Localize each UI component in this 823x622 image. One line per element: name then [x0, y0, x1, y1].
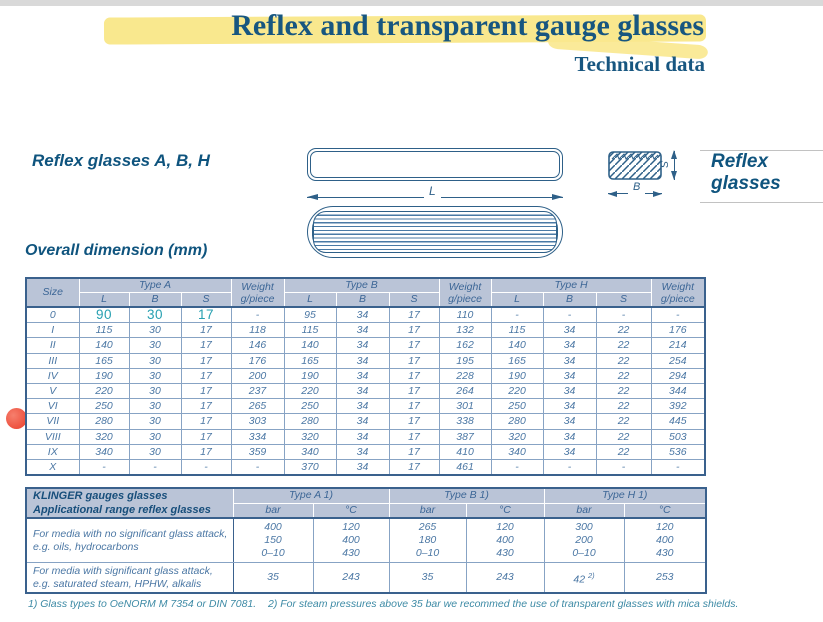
cell: 35 — [389, 563, 466, 594]
cell: 22 — [596, 383, 651, 398]
application-label: For media with no significant glass attack, e.g. oils, hydrocarbons — [26, 518, 233, 563]
cell: 250 — [284, 399, 336, 414]
cell: 195 — [439, 353, 491, 368]
col-header-b: B — [129, 293, 181, 308]
red-marker-dot — [6, 408, 27, 429]
cell: 17 — [181, 323, 231, 338]
type-h-app-header: Type H 1) — [544, 488, 706, 503]
cell: 110 — [439, 307, 491, 323]
cell: 22 — [596, 323, 651, 338]
arrow-left-icon — [307, 194, 318, 200]
col-header-l: L — [491, 293, 543, 308]
cell: 536 — [651, 444, 705, 459]
cell: 300 200 0–10 — [544, 518, 624, 563]
cell: 34 — [336, 444, 389, 459]
cell: IV — [26, 368, 79, 383]
arrow-right-icon — [552, 194, 563, 200]
cell: 34 — [543, 338, 596, 353]
application-range-table — [25, 487, 707, 594]
cell: 17 — [389, 429, 439, 444]
dimension-table — [25, 277, 706, 476]
cell: 338 — [439, 414, 491, 429]
cell: 17 — [181, 383, 231, 398]
cell: 140 — [284, 338, 336, 353]
cell: - — [543, 459, 596, 475]
cell: 303 — [231, 414, 284, 429]
type-a-app-header: Type A 1) — [233, 488, 389, 503]
cell: 30 — [129, 414, 181, 429]
thickness-dimension-label: S — [657, 160, 670, 168]
cell: 243 — [313, 563, 389, 594]
cell: 250 — [491, 399, 543, 414]
cell: - — [231, 307, 284, 323]
cell: 22 — [596, 399, 651, 414]
cell: 265 — [231, 399, 284, 414]
cell: 220 — [284, 383, 336, 398]
cell: 118 — [231, 323, 284, 338]
type-a-group-header: Type A — [79, 278, 231, 293]
unit-bar-header: bar — [389, 503, 466, 518]
cell: - — [596, 307, 651, 323]
cell: 34 — [336, 399, 389, 414]
table-row — [26, 429, 705, 444]
type-h-group-header: Type H — [491, 278, 651, 293]
cell: 237 — [231, 383, 284, 398]
glass-cross-section — [608, 151, 662, 180]
application-table-title: KLINGER gauges glasses Applicational range reflex glasses — [26, 488, 233, 518]
cell: 280 — [284, 414, 336, 429]
unit-celsius-header: °C — [624, 503, 706, 518]
reflex-grooves — [313, 211, 557, 253]
cell: 503 — [651, 429, 705, 444]
weight-b-header: Weight g/piece — [439, 278, 491, 307]
gauge-glass-top-view — [307, 206, 563, 258]
sidebar-rule-bottom — [700, 202, 823, 203]
cell: 410 — [439, 444, 491, 459]
cell: 22 — [596, 429, 651, 444]
application-table-body — [26, 518, 706, 593]
arrow-left-icon — [608, 191, 617, 197]
glasses-types-label: Reflex glasses A, B, H — [32, 151, 210, 170]
cell: 17 — [389, 399, 439, 414]
cell: 34 — [336, 368, 389, 383]
cell: 17 — [389, 414, 439, 429]
cell: 17 — [389, 323, 439, 338]
table-row — [26, 414, 705, 429]
arrow-right-icon — [653, 191, 662, 197]
unit-bar-header: bar — [544, 503, 624, 518]
table-row — [26, 338, 705, 353]
cell: 34 — [543, 368, 596, 383]
cell: 294 — [651, 368, 705, 383]
overall-dimension-label: Overall dimension (mm) — [25, 242, 208, 259]
cell: 30 — [129, 383, 181, 398]
cell: 190 — [79, 368, 129, 383]
top-gray-strip — [0, 0, 823, 6]
cell: V — [26, 383, 79, 398]
cell: 387 — [439, 429, 491, 444]
cell: 34 — [543, 353, 596, 368]
cell: 34 — [543, 323, 596, 338]
cell: 17 — [389, 338, 439, 353]
cell: 190 — [284, 368, 336, 383]
cell: 34 — [336, 383, 389, 398]
cell: 34 — [336, 429, 389, 444]
cell: 320 — [284, 429, 336, 444]
cell: III — [26, 353, 79, 368]
size-column-header: Size — [26, 278, 79, 307]
cell: - — [231, 459, 284, 475]
cell: 254 — [651, 353, 705, 368]
table-row — [26, 518, 706, 563]
application-label: For media with significant glass attack, e.g. saturated steam, HPHW, alkalis — [26, 563, 233, 594]
col-header-l: L — [284, 293, 336, 308]
cell: 165 — [491, 353, 543, 368]
cell: 250 — [79, 399, 129, 414]
cell: IX — [26, 444, 79, 459]
cell: 17 — [181, 338, 231, 353]
cell: 320 — [491, 429, 543, 444]
table-row — [26, 399, 705, 414]
col-header-s: S — [181, 293, 231, 308]
table-row — [26, 353, 705, 368]
cell: 115 — [79, 323, 129, 338]
cell: 30 — [129, 323, 181, 338]
cell: 34 — [336, 338, 389, 353]
cell: 22 — [596, 414, 651, 429]
col-header-s: S — [389, 293, 439, 308]
cell: 42 $^{2)}$ — [544, 563, 624, 594]
cell: VIII — [26, 429, 79, 444]
cell: 253 — [624, 563, 706, 594]
cell: 35 — [233, 563, 313, 594]
col-header-b: B — [336, 293, 389, 308]
col-header-s: S — [596, 293, 651, 308]
cell: 162 — [439, 338, 491, 353]
cell: 34 — [543, 444, 596, 459]
cell: 340 — [491, 444, 543, 459]
cell: 334 — [231, 429, 284, 444]
cell: I — [26, 323, 79, 338]
cell: 320 — [79, 429, 129, 444]
cell: 95 — [284, 307, 336, 323]
cell: 165 — [284, 353, 336, 368]
table-row — [26, 383, 705, 398]
cell: 280 — [79, 414, 129, 429]
cell: 370 — [284, 459, 336, 475]
cell: 280 — [491, 414, 543, 429]
type-b-group-header: Type B — [284, 278, 439, 293]
cell: 34 — [336, 414, 389, 429]
cell: 30 — [129, 353, 181, 368]
cell: 301 — [439, 399, 491, 414]
cell: 115 — [491, 323, 543, 338]
cell: 200 — [231, 368, 284, 383]
cell: 17 — [389, 459, 439, 475]
cell: 30 — [129, 338, 181, 353]
cell: VI — [26, 399, 79, 414]
cell: - — [543, 307, 596, 323]
cell: 30 — [129, 429, 181, 444]
cell: 243 — [466, 563, 544, 594]
cell: - — [181, 459, 231, 475]
cell: 34 — [336, 459, 389, 475]
cell: 17 — [181, 429, 231, 444]
cell: 461 — [439, 459, 491, 475]
width-dimension-label: B — [628, 180, 645, 194]
cell: 340 — [284, 444, 336, 459]
cell: 22 — [596, 353, 651, 368]
cell: - — [651, 307, 705, 323]
arrow-down-icon — [671, 171, 677, 180]
cell: 22 — [596, 444, 651, 459]
cell: VII — [26, 414, 79, 429]
unit-bar-header: bar — [233, 503, 313, 518]
cell: 17 — [389, 353, 439, 368]
weight-h-header: Weight g/piece — [651, 278, 705, 307]
cell: 30 — [129, 307, 181, 323]
dimension-table-body — [26, 307, 705, 475]
cell: 30 — [129, 368, 181, 383]
cell: 392 — [651, 399, 705, 414]
footnote-2: 2) For steam pressures above 35 bar we recommed the use of transparent glasses with mica shields. — [268, 598, 739, 610]
cell: 228 — [439, 368, 491, 383]
cell: X — [26, 459, 79, 475]
cell: 17 — [181, 307, 231, 323]
cell: 220 — [491, 383, 543, 398]
cell: 22 — [596, 368, 651, 383]
cell: 120 400 430 — [624, 518, 706, 563]
gauge-glass-side-view — [307, 148, 563, 181]
cell: 165 — [79, 353, 129, 368]
table-row — [26, 368, 705, 383]
cell: 17 — [181, 444, 231, 459]
cell: 17 — [389, 307, 439, 323]
cell: 17 — [389, 368, 439, 383]
cell: 445 — [651, 414, 705, 429]
cell: 400 150 0–10 — [233, 518, 313, 563]
table-row — [26, 563, 706, 594]
cell: 120 400 430 — [313, 518, 389, 563]
type-b-app-header: Type B 1) — [389, 488, 544, 503]
cell: 34 — [336, 353, 389, 368]
cell: 34 — [543, 429, 596, 444]
cell: 140 — [491, 338, 543, 353]
cell: 176 — [231, 353, 284, 368]
page-title: Reflex and transparent gauge glasses — [231, 9, 704, 42]
cell: - — [651, 459, 705, 475]
cell: 30 — [129, 444, 181, 459]
cell: 220 — [79, 383, 129, 398]
cell: 190 — [491, 368, 543, 383]
cell: 17 — [181, 353, 231, 368]
cell: 176 — [651, 323, 705, 338]
cell: 34 — [543, 399, 596, 414]
cell: 0 — [26, 307, 79, 323]
cell: 30 — [129, 399, 181, 414]
unit-celsius-header: °C — [313, 503, 389, 518]
length-dimension-label: L — [424, 184, 441, 198]
cell: 90 — [79, 307, 129, 323]
table-row — [26, 323, 705, 338]
cell: 17 — [389, 444, 439, 459]
table-row — [26, 459, 705, 475]
cell: II — [26, 338, 79, 353]
cell: 340 — [79, 444, 129, 459]
page-subtitle: Technical data — [574, 52, 705, 76]
cell: 265 180 0–10 — [389, 518, 466, 563]
cell: 214 — [651, 338, 705, 353]
weight-a-header: Weight g/piece — [231, 278, 284, 307]
cell: 34 — [336, 323, 389, 338]
cell: 120 400 430 — [466, 518, 544, 563]
arrow-up-icon — [671, 150, 677, 159]
cell: 359 — [231, 444, 284, 459]
cell: 140 — [79, 338, 129, 353]
cell: - — [491, 307, 543, 323]
cell: 264 — [439, 383, 491, 398]
table-row — [26, 444, 705, 459]
cell: 132 — [439, 323, 491, 338]
footnote-1: 1) Glass types to OeNORM M 7354 or DIN 7081. — [28, 598, 257, 610]
col-header-l: L — [79, 293, 129, 308]
col-header-b: B — [543, 293, 596, 308]
cell: 17 — [181, 414, 231, 429]
cell: 34 — [543, 414, 596, 429]
cell: - — [129, 459, 181, 475]
cell: 34 — [336, 307, 389, 323]
cell: 17 — [181, 368, 231, 383]
cell: 34 — [543, 383, 596, 398]
cell: - — [79, 459, 129, 475]
cell: 115 — [284, 323, 336, 338]
cell: 17 — [389, 383, 439, 398]
table-row — [26, 307, 705, 323]
cell: 344 — [651, 383, 705, 398]
cell: 146 — [231, 338, 284, 353]
cell: - — [491, 459, 543, 475]
unit-celsius-header: °C — [466, 503, 544, 518]
sidebar-product-label: Reflex glasses — [711, 151, 781, 194]
cell: 17 — [181, 399, 231, 414]
cell: 22 — [596, 338, 651, 353]
cell: - — [596, 459, 651, 475]
